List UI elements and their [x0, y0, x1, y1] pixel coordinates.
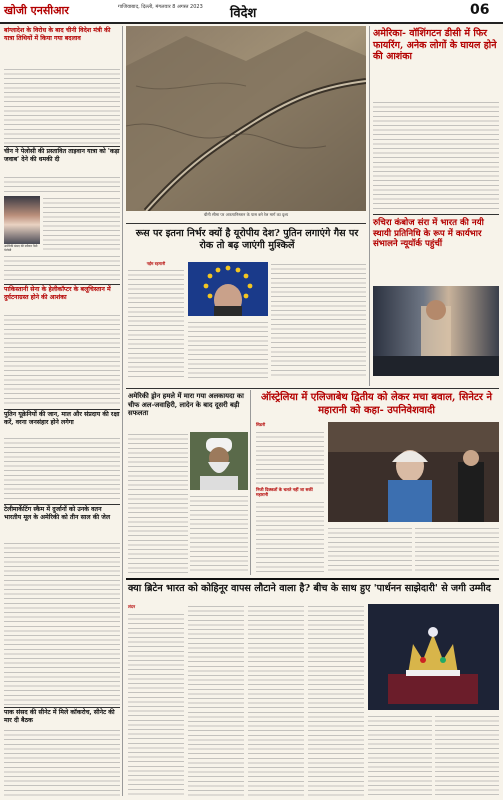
byline: लंदन — [128, 604, 136, 609]
byline: नईम रहमानी — [146, 261, 166, 266]
story-divider — [126, 388, 499, 389]
story-headline: रुचिरा कंबोज संरा में भारत की नयी स्थायी प्रतिनिधि के रूप में कार्यभार संभालने न्यूयॉर्क पहुंचीं — [373, 218, 484, 249]
story-body — [4, 728, 120, 796]
story-headline: ऑस्ट्रेलिया में एलिजाबेथ द्वितीय को लेकर मचा बवाल, सिनेटर ने महारानी को कहा- उपनिवेशवादी — [260, 392, 493, 416]
kamboj-photo — [373, 286, 499, 376]
story-body — [435, 714, 499, 796]
section-title: विदेश — [230, 6, 257, 21]
photo-caption: अमेरिकी संसद की स्पीकर नैंसी पेलोसी — [4, 244, 38, 252]
story-body — [373, 100, 499, 210]
column-divider — [369, 26, 370, 386]
putin-eu-photo — [188, 262, 268, 316]
story-body — [328, 526, 412, 574]
dateline: गाजियाबाद, दिल्ली, मंगलवार 8 अगस्त 2023 — [118, 4, 203, 10]
story-body — [188, 604, 244, 796]
brand-logo: खोजी एनसीआर — [4, 4, 69, 17]
story-headline: बांग्लादेश के विरोध के बाद चीनी विदेश मंत्री की यात्रा तिथियों में किया गया बदलाव — [4, 27, 111, 42]
story-headline: टेलीमार्केटिंग स्कैम में दुर्जानों को उनके वतन भारतीय मूल के अमेरिकी को तीन साल की जेल — [4, 506, 111, 521]
story-divider — [126, 578, 499, 580]
story-divider — [4, 146, 120, 147]
story-body — [128, 612, 184, 796]
pelosi-photo — [4, 196, 40, 244]
story-divider — [4, 707, 120, 708]
column-divider — [122, 26, 123, 796]
story-divider — [4, 284, 120, 285]
story-headline: पाक संसद की सीनेट में मिले कॉकरोच, सीनेट की मार दी बैठक — [4, 709, 115, 724]
crown-jewels-photo — [368, 604, 499, 710]
story-body — [128, 268, 184, 378]
column-divider — [250, 390, 251, 575]
story-body — [256, 430, 324, 485]
photo-caption: चीनी सीमा पर अफगानिस्तान के पास बने रेल मार्ग का दृश्य — [203, 212, 289, 217]
mountain-rail-photo — [126, 26, 366, 211]
zawahiri-photo — [190, 432, 248, 490]
story-body — [271, 262, 366, 378]
story-body — [415, 526, 499, 574]
story-divider — [126, 223, 366, 224]
story-divider — [4, 409, 120, 410]
story-body — [4, 175, 120, 195]
story-body — [128, 432, 188, 574]
story-headline: चीन ने पेलोसी की प्रस्तावित ताइवान यात्रा को 'कड़ा जवाब' देने की धमकी दी — [4, 148, 120, 163]
story-headline: रूस पर इतना निर्भर क्यों है यूरोपीय देश? पुतिन लगाएंगे गैस पर रोक तो बढ़ जाएंगी मुश्किलें — [135, 228, 359, 251]
story-headline: अमेरिकी ड्रोन हमले में मारा गया अलकायदा का चीफ अल-जवाहिरी, लादेन के बाद दूसरी बड़ी सफलता — [128, 392, 244, 418]
byline: सिडनी — [256, 422, 266, 427]
story-body — [43, 196, 120, 252]
page-number: 06 — [470, 2, 490, 18]
story-body — [190, 494, 248, 574]
story-divider — [373, 214, 499, 215]
story-body — [188, 320, 268, 378]
story-body — [4, 313, 120, 407]
story-divider — [4, 504, 120, 505]
subheading: निजी दिक्कतों के चलते नहीं जा सकीं महारानी — [256, 487, 313, 498]
story-headline: क्या ब्रिटेन भारत को कोहिनूर वापस लौटाने वाला है? बीच के साथ हुए 'पार्थनन साझेदारी' से जगी उम्मीद — [128, 583, 491, 594]
story-body — [4, 541, 120, 705]
story-body — [256, 500, 324, 574]
story-headline: पुतिन यूक्रेनियों की जान, माल और संप्रदाय की रक्षा करें, वरना जनसंहार होने लगेगा — [4, 411, 120, 426]
story-headline: अमेरिका- वॉशिंगटन डीसी में फिर फायरिंग, अनेक लोगों के घायल होने की आशंका — [373, 28, 497, 62]
story-headline: पाकिस्तानी सेना के हेलीकॉप्टर के बलूचिस्तान में दुर्घटनाग्रस्त होने की आशंका — [4, 286, 111, 301]
story-body — [368, 714, 432, 796]
story-body — [4, 254, 120, 282]
story-body — [4, 67, 120, 144]
story-body — [308, 604, 364, 796]
story-body — [248, 604, 304, 796]
queen-photo — [328, 422, 499, 522]
story-body — [4, 436, 120, 502]
